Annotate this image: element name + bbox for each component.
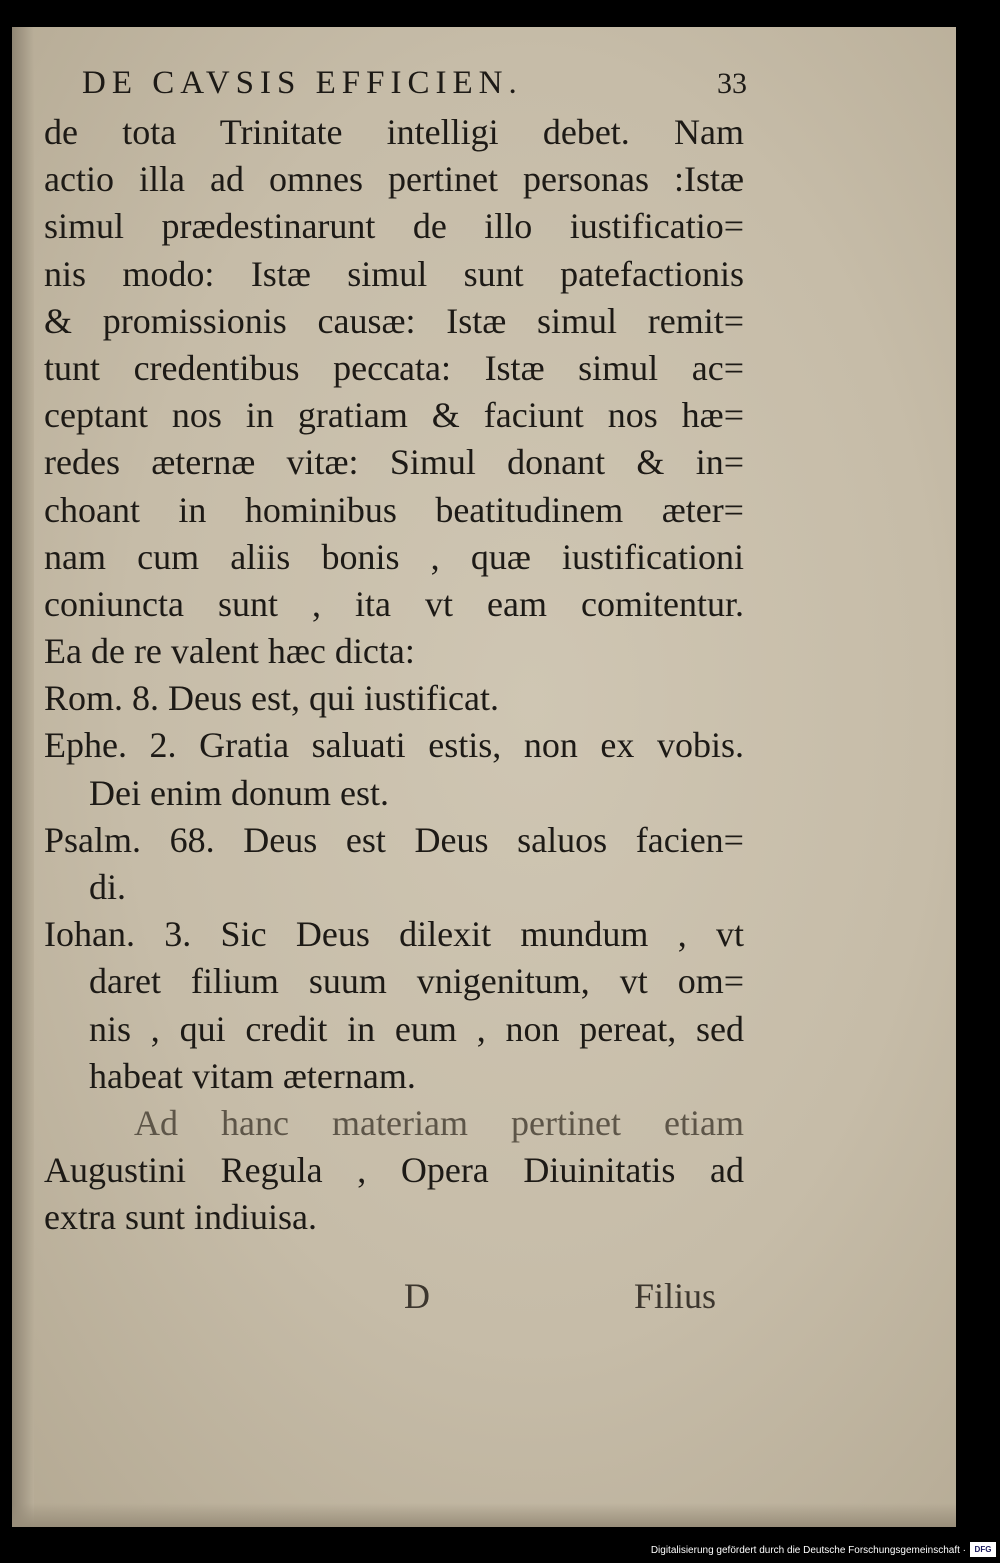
text-line: habeat vitam æternam. <box>89 1055 416 1096</box>
text-line: nis , qui credit in eum , non pereat, sed <box>89 1008 744 1049</box>
page-number: 33 <box>717 67 747 100</box>
book-page <box>12 27 956 1527</box>
text-line: Augustini Regula , Opera Diuinitatis ad <box>44 1150 744 1191</box>
page-header <box>82 65 747 115</box>
text-line: nam cum aliis bonis , quæ iustificationi <box>44 536 744 577</box>
scripture-citation: Psalm. 68. Deus est Deus saluos facien= <box>44 819 744 860</box>
paragraph-start: Ad hanc materiam pertinet etiam <box>134 1102 744 1143</box>
page-bottom-shadow <box>12 1503 956 1527</box>
text-line: coniuncta sunt , ita vt eam comitentur. <box>44 583 744 624</box>
text-line: nis modo: Istæ simul sunt patefactionis <box>44 253 744 294</box>
signature-mark: D <box>404 1276 430 1316</box>
text-line: de tota Trinitate intelligi debet. Nam <box>44 112 744 152</box>
digitization-credit: Digitalisierung gefördert durch die Deutsche Forschungsgemeinschaft · <box>650 1545 966 1556</box>
text-line: redes æternæ vitæ: Simul donant & in= <box>44 442 744 483</box>
text-line: ceptant nos in gratiam & faciunt nos hæ= <box>44 395 744 436</box>
text-line: actio illa ad omnes pertinet personas :Istæ <box>44 159 744 200</box>
page-edge-shadow <box>12 27 34 1527</box>
text-line: simul prædestinarunt de illo iustificatio= <box>44 206 744 247</box>
scripture-citation: Ephe. 2. Gratia saluati estis, non ex vobis. <box>44 725 744 766</box>
text-line: choant in hominibus beatitudinem æter= <box>44 489 744 530</box>
text-line: extra sunt indiuisa. <box>44 1197 317 1238</box>
text-line: tunt credentibus peccata: Istæ simul ac= <box>44 347 744 388</box>
text-line: & promissionis causæ: Istæ simul remit= <box>44 300 744 341</box>
text-line: Ea de re valent hæc dicta: <box>44 631 415 672</box>
text-line: di. <box>89 867 127 907</box>
catchword: Filius <box>634 1276 717 1316</box>
text-line: Dei enim donum est. <box>89 772 389 813</box>
scripture-citation: Rom. 8. Deus est, qui iustificat. <box>44 678 499 719</box>
dfg-logo-icon: DFG <box>970 1542 996 1557</box>
scripture-citation: Iohan. 3. Sic Deus dilexit mundum , vt <box>44 914 744 955</box>
text-line: daret filium suum vnigenitum, vt om= <box>89 961 744 1002</box>
running-head: DE CAVSIS EFFICIEN. <box>82 65 523 101</box>
body-text <box>44 109 744 1242</box>
